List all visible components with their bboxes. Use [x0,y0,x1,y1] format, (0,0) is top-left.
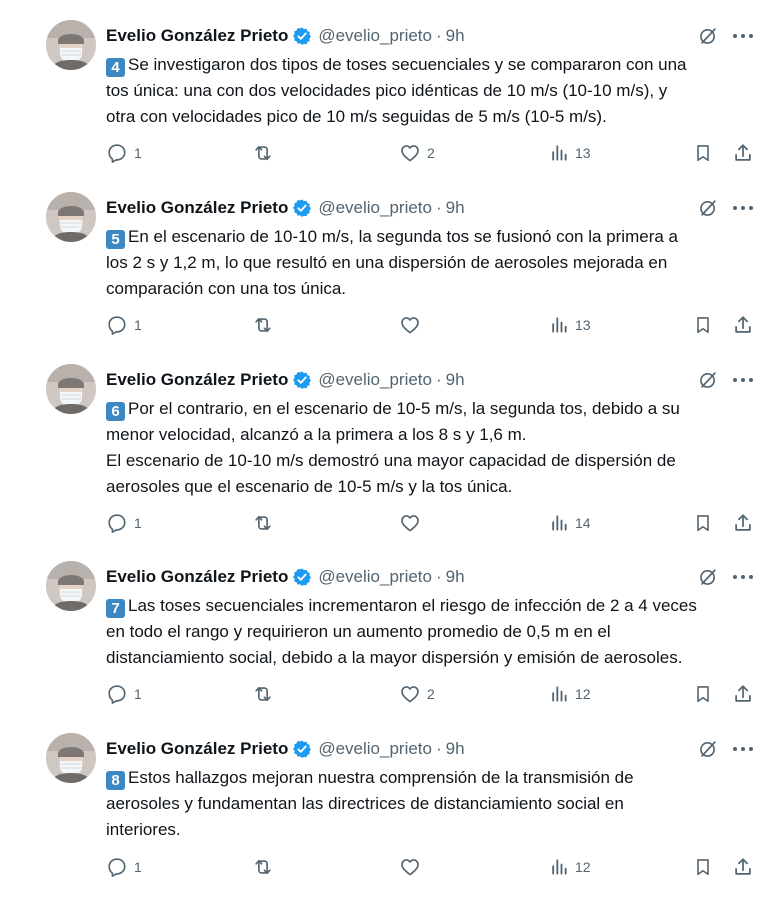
verified-badge-icon[interactable] [292,198,312,218]
like-icon [399,512,421,534]
reply-button[interactable] [106,853,142,881]
keycap-number-icon: 8 [106,771,125,790]
tweet-text-content: El escenario de 10-10 m/s demostró una mayor capacidad de dispersión de [106,451,676,470]
tweet-text-line [106,448,756,474]
tweet-actions [0,509,782,537]
tweet-text-line [106,276,756,302]
timestamp[interactable]: 9h [445,567,465,586]
tweet-header [106,738,465,760]
timestamp[interactable]: 9h [445,739,465,758]
share-button[interactable] [732,311,754,339]
tweet-text-line [106,619,756,645]
bookmark-button[interactable] [693,680,713,708]
share-icon [732,683,754,705]
like-button[interactable] [399,509,427,537]
tweet-text-content: aerosoles que el escenario de 10-5 m/s y la tos única. [106,477,513,496]
share-button[interactable] [732,139,754,167]
separator-dot: · [435,198,442,217]
tweet-actions [0,853,782,881]
more-options-icon[interactable] [730,368,756,392]
tweet-actions [0,139,782,167]
avatar[interactable] [46,192,96,242]
avatar[interactable] [46,364,96,414]
separator-dot: · [435,567,442,586]
like-button[interactable] [399,139,435,167]
tweet-text [106,765,756,843]
replies-count: 1 [134,145,142,161]
views-icon [549,857,569,877]
likes-count: 2 [427,145,435,161]
author-handle[interactable]: @evelio_prieto [318,567,432,586]
timestamp[interactable]: 9h [445,198,465,217]
repost-button[interactable] [251,680,281,708]
like-icon [399,683,421,705]
like-icon [399,856,421,878]
tweet[interactable] [0,344,782,541]
verified-badge-icon[interactable] [292,567,312,587]
tweet-text-content: menor velocidad, alcanzó a la primera a los 8 s y 1,6 m. [106,425,527,444]
views-button[interactable] [549,139,591,167]
keycap-number-icon: 4 [106,58,125,77]
tweet-text-content: Por el contrario, en el escenario de 10-5 m/s, la segunda tos, debido a su [128,399,680,418]
tweet-text-content: distanciamiento social, debido a la mayor dispersión y emisión de aerosoles. [106,648,683,667]
repost-icon [251,856,275,878]
repost-icon [251,142,275,164]
tweet-text-line [106,593,756,619]
tweet-header [106,197,465,219]
reply-icon [106,142,128,164]
reply-icon [106,856,128,878]
like-button[interactable] [399,311,427,339]
share-button[interactable] [732,853,754,881]
tweet-text-line [106,52,756,78]
separator-dot: · [435,739,442,758]
tweet-header [106,369,465,391]
bookmark-icon [693,856,713,878]
tweet-text-line [106,422,756,448]
tweet[interactable] [0,541,782,713]
reply-button[interactable] [106,311,142,339]
separator-dot: · [435,370,442,389]
author-handle[interactable]: @evelio_prieto [318,370,432,389]
author-name[interactable]: Evelio González Prieto [106,198,289,217]
avatar[interactable] [46,733,96,783]
tweet-actions [0,311,782,339]
verified-badge-icon[interactable] [292,370,312,390]
tweet-text-line [106,817,756,843]
tweet-text [106,224,756,302]
tweet[interactable] [0,713,782,906]
views-count: 12 [575,686,591,702]
views-button[interactable] [549,509,591,537]
tweet-text-line [106,396,756,422]
tweet[interactable] [0,0,782,172]
like-button[interactable] [399,680,435,708]
author-name[interactable]: Evelio González Prieto [106,739,289,758]
tweet-text-content: En el escenario de 10-10 m/s, la segunda tos se fusionó con la primera a [128,227,678,246]
tweet-text-content: interiores. [106,820,181,839]
like-button[interactable] [399,853,427,881]
tweet-text-content: los 2 s y 1,2 m, lo que resultó en una dispersión de aerosoles mejorada en [106,253,668,272]
like-icon [399,314,421,336]
timestamp[interactable]: 9h [445,26,465,45]
avatar[interactable] [46,561,96,611]
share-icon [732,314,754,336]
views-icon [549,684,569,704]
verified-badge-icon[interactable] [292,26,312,46]
repost-icon [251,314,275,336]
keycap-number-icon: 6 [106,402,125,421]
tweet-text-content: Se investigaron dos tipos de toses secuenciales y se compararon con una [128,55,687,74]
reply-button[interactable] [106,680,142,708]
author-handle[interactable]: @evelio_prieto [318,198,432,217]
author-handle[interactable]: @evelio_prieto [318,26,432,45]
replies-count: 1 [134,859,142,875]
bookmark-icon [693,142,713,164]
tweet-text-line [106,645,756,671]
repost-button[interactable] [251,139,281,167]
bookmark-button[interactable] [693,853,713,881]
tweet-text-line [106,224,756,250]
views-count: 13 [575,145,591,161]
tweet-text-content: aerosoles y fundamentan las directrices de distanciamiento social en [106,794,624,813]
share-icon [732,512,754,534]
grok-icon[interactable] [696,196,720,220]
grok-icon[interactable] [696,565,720,589]
more-options-icon[interactable] [730,196,756,220]
author-handle[interactable]: @evelio_prieto [318,739,432,758]
tweet-header [106,25,465,47]
repost-button[interactable] [251,311,281,339]
grok-icon[interactable] [696,24,720,48]
tweet-text-line [106,765,756,791]
views-count: 13 [575,317,591,333]
grok-icon[interactable] [696,368,720,392]
author-name[interactable]: Evelio González Prieto [106,26,289,45]
more-options-icon[interactable] [730,565,756,589]
tweet-text-content: tos única: una con dos velocidades pico idénticas de 10 m/s (10-10 m/s), y [106,81,668,100]
views-icon [549,513,569,533]
author-name[interactable]: Evelio González Prieto [106,567,289,586]
bookmark-icon [693,683,713,705]
views-count: 14 [575,515,591,531]
likes-count: 2 [427,686,435,702]
grok-icon[interactable] [696,737,720,761]
tweet-text-content: Estos hallazgos mejoran nuestra comprensión de la transmisión de [128,768,634,787]
repost-button[interactable] [251,853,281,881]
bookmark-icon [693,512,713,534]
tweet-text-content: Las toses secuenciales incrementaron el riesgo de infección de 2 a 4 veces [128,596,697,615]
reply-icon [106,512,128,534]
tweet-text [106,593,756,671]
avatar[interactable] [46,20,96,70]
tweet-text-line [106,791,756,817]
views-button[interactable] [549,311,591,339]
tweet-header [106,566,465,588]
timestamp[interactable]: 9h [445,370,465,389]
tweet-text-content: otra con velocidades pico de 10 m/s seguidas de 5 m/s (10-5 m/s). [106,107,607,126]
bookmark-button[interactable] [693,311,713,339]
views-button[interactable] [549,853,591,881]
share-button[interactable] [732,680,754,708]
tweet-actions [0,680,782,708]
bookmark-icon [693,314,713,336]
tweet-text [106,396,756,500]
reply-icon [106,683,128,705]
author-name[interactable]: Evelio González Prieto [106,370,289,389]
views-count: 12 [575,859,591,875]
keycap-number-icon: 5 [106,230,125,249]
share-icon [732,142,754,164]
repost-icon [251,683,275,705]
replies-count: 1 [134,686,142,702]
reply-icon [106,314,128,336]
share-icon [732,856,754,878]
tweet-text-line [106,104,756,130]
tweet-text-line [106,78,756,104]
views-icon [549,315,569,335]
verified-badge-icon[interactable] [292,739,312,759]
separator-dot: · [435,26,442,45]
reply-button[interactable] [106,509,142,537]
more-options-icon[interactable] [730,737,756,761]
replies-count: 1 [134,317,142,333]
tweet-text-line [106,250,756,276]
bookmark-button[interactable] [693,139,713,167]
views-icon [549,143,569,163]
repost-icon [251,512,275,534]
views-button[interactable] [549,680,591,708]
tweet[interactable] [0,172,782,344]
repost-button[interactable] [251,509,281,537]
tweet-text-content: en todo el rango y requirieron un aumento promedio de 0,5 m en el [106,622,611,641]
like-icon [399,142,421,164]
share-button[interactable] [732,509,754,537]
tweet-text [106,52,756,130]
more-options-icon[interactable] [730,24,756,48]
reply-button[interactable] [106,139,142,167]
keycap-number-icon: 7 [106,599,125,618]
tweet-text-line [106,474,756,500]
bookmark-button[interactable] [693,509,713,537]
tweet-text-content: comparación con una tos única. [106,279,347,298]
replies-count: 1 [134,515,142,531]
